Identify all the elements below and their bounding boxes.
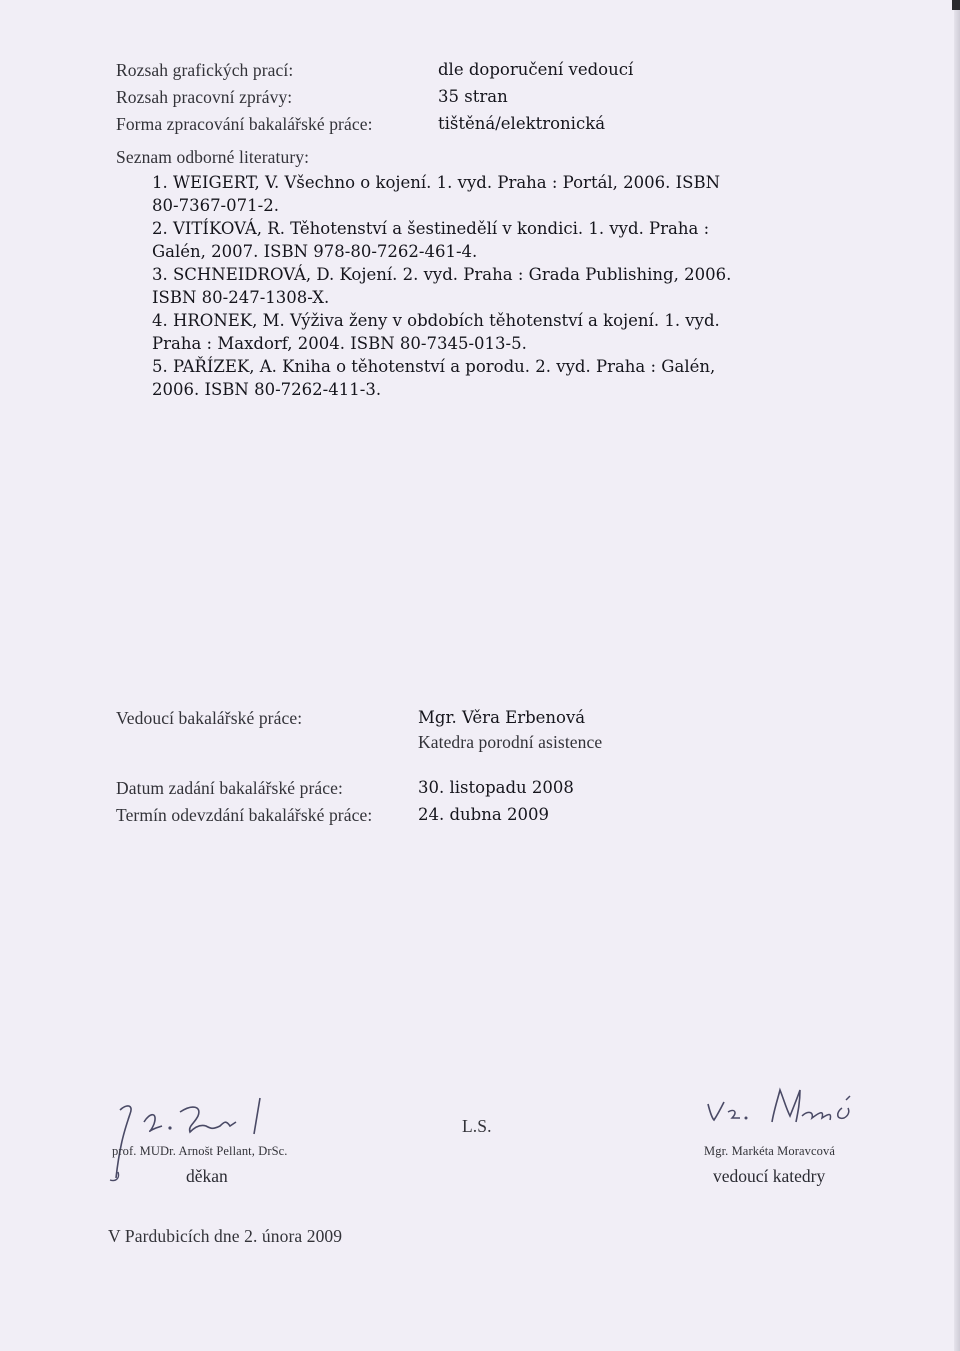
submission-date-label: Termín odevzdání bakalářské práce: bbox=[116, 805, 373, 825]
head-name: Mgr. Markéta Moravcová bbox=[704, 1144, 835, 1158]
field-label-form: Forma zpracování bakalářské práce: bbox=[116, 114, 373, 134]
head-role: vedoucí katedry bbox=[713, 1166, 826, 1186]
literature-line: Praha : Maxdorf, 2004. ISBN 80-7345-013-5. bbox=[152, 334, 527, 353]
literature-line: Galén, 2007. ISBN 978-80-7262-461-4. bbox=[152, 242, 478, 261]
supervisor-label: Vedoucí bakalářské práce: bbox=[116, 708, 303, 728]
literature-line: ISBN 80-247-1308-X. bbox=[152, 288, 330, 307]
place-date: V Pardubicích dne 2. února 2009 bbox=[108, 1226, 343, 1246]
field-label-report: Rozsah pracovní zprávy: bbox=[116, 87, 293, 107]
head-signature bbox=[700, 1082, 870, 1152]
field-label-graphics: Rozsah grafických prací: bbox=[116, 60, 294, 80]
literature-line: 5. PAŘÍZEK, A. Kniha o těhotenství a porodu. 2. vyd. Praha : Galén, bbox=[152, 357, 716, 376]
literature-line: 2006. ISBN 80-7262-411-3. bbox=[152, 380, 382, 399]
field-value-graphics: dle doporučení vedoucí bbox=[438, 60, 634, 79]
assignment-date-value: 30. listopadu 2008 bbox=[418, 778, 574, 797]
literature-line: 2. VITÍKOVÁ, R. Těhotenství a šestinedělí v kondici. 1. vyd. Praha : bbox=[152, 219, 710, 238]
literature-line: 3. SCHNEIDROVÁ, D. Kojení. 2. vyd. Praha : Grada Publishing, 2006. bbox=[152, 265, 732, 284]
supervisor-department: Katedra porodní asistence bbox=[418, 732, 603, 752]
submission-date-value: 24. dubna 2009 bbox=[418, 805, 549, 824]
literature-heading: Seznam odborné literatury: bbox=[116, 147, 310, 167]
page-corner-mark bbox=[952, 0, 960, 10]
seal-mark: L.S. bbox=[462, 1116, 492, 1136]
field-value-report: 35 stran bbox=[438, 87, 508, 106]
supervisor-name: Mgr. Věra Erbenová bbox=[418, 708, 586, 727]
dean-role: děkan bbox=[186, 1166, 228, 1186]
field-value-form: tištěná/elektronická bbox=[438, 114, 606, 133]
assignment-date-label: Datum zadání bakalářské práce: bbox=[116, 778, 343, 798]
page-edge bbox=[954, 0, 960, 1351]
dean-name: prof. MUDr. Arnošt Pellant, DrSc. bbox=[112, 1144, 288, 1158]
literature-line: 1. WEIGERT, V. Všechno o kojení. 1. vyd. Praha : Portál, 2006. ISBN bbox=[152, 173, 721, 192]
literature-line: 80-7367-071-2. bbox=[152, 196, 279, 215]
literature-line: 4. HRONEK, M. Výživa ženy v obdobích těhotenství a kojení. 1. vyd. bbox=[152, 311, 720, 330]
